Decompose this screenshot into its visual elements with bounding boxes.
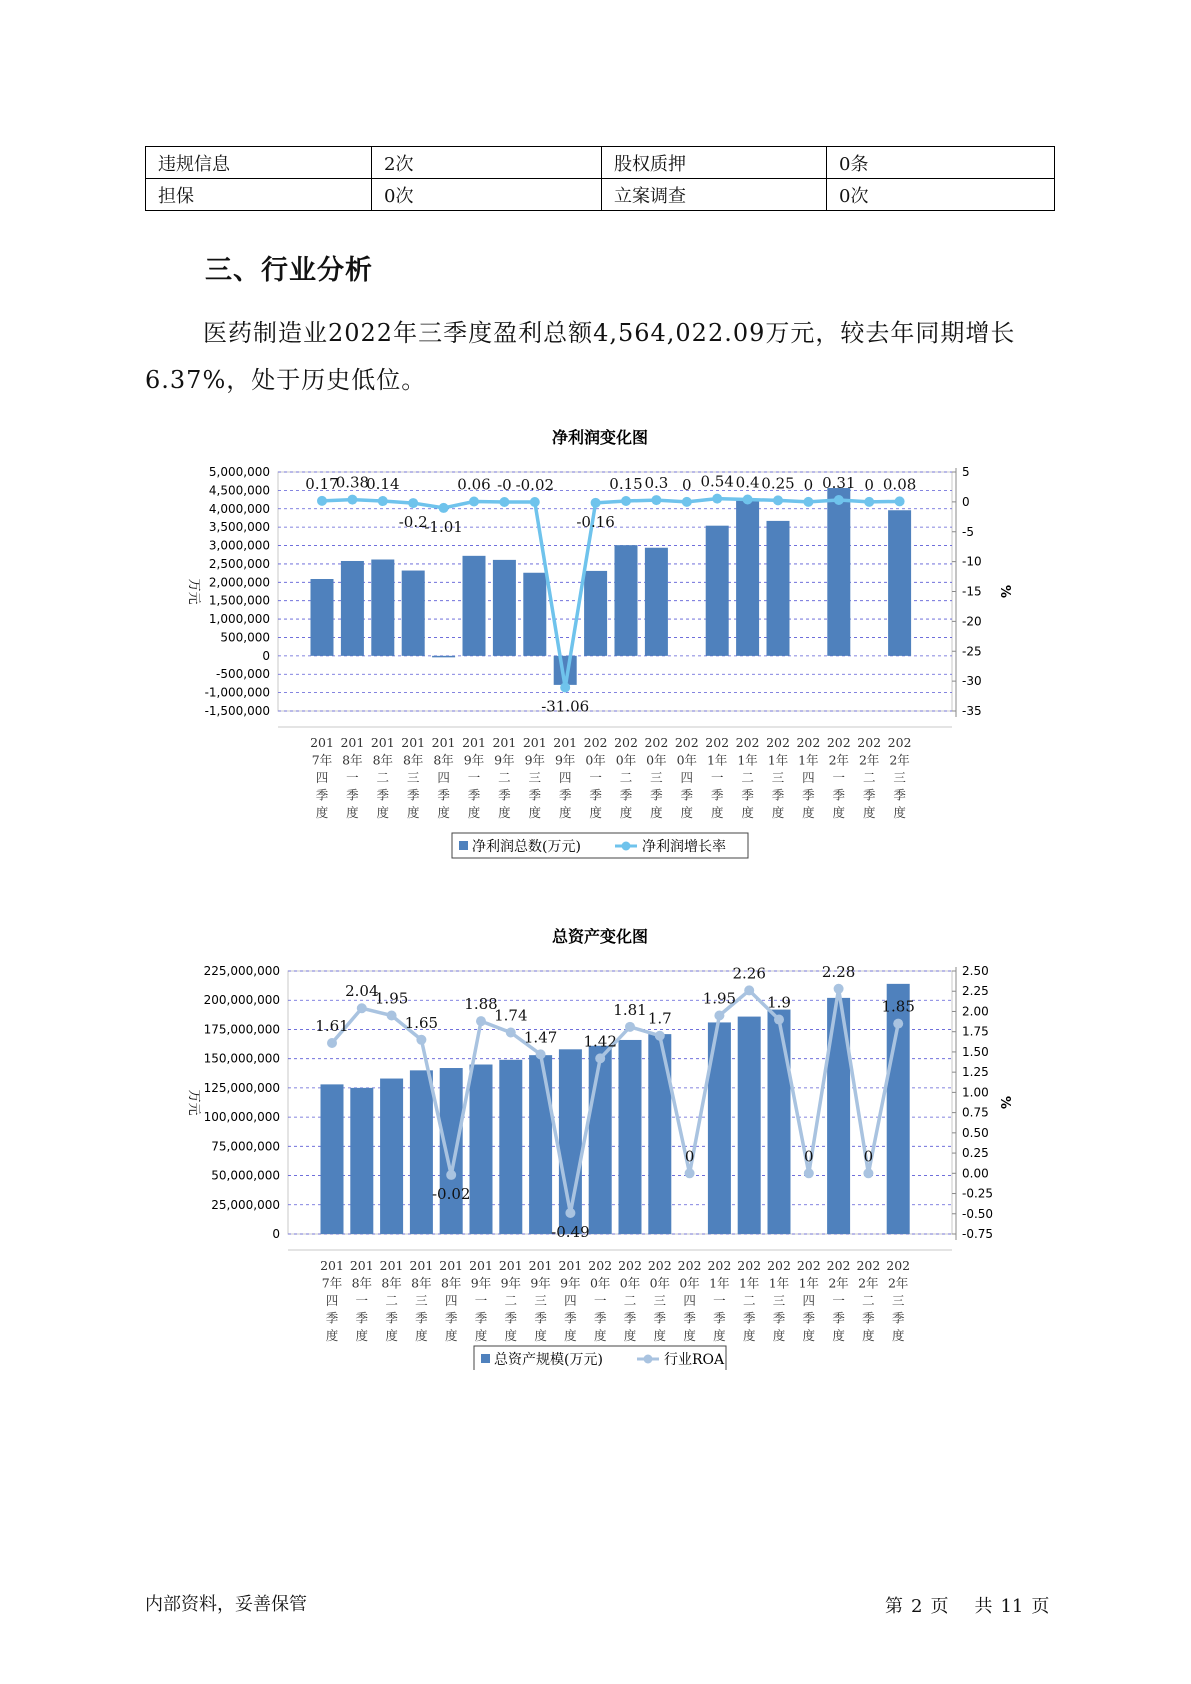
legend-item: 净利润增长率 [642, 839, 726, 855]
y-tick-label: 1,000,000 [208, 612, 270, 627]
footer-confidential: 内部资料，妥善保管 [145, 1594, 307, 1615]
line-point [682, 497, 692, 507]
y-tick-label: 150,000,000 [203, 1051, 280, 1066]
data-label: 0.4 [735, 473, 760, 492]
page-unit: 页 [930, 1596, 949, 1617]
data-label: 0.3 [644, 474, 669, 493]
data-label: 0 [803, 475, 814, 494]
line-point [317, 496, 327, 506]
net-profit-chart [0, 420, 1191, 870]
line-point [506, 1028, 516, 1038]
line-point [774, 1015, 784, 1025]
y-tick-label: 175,000,000 [203, 1022, 280, 1037]
table-cell: 担保 [146, 179, 372, 211]
bar [888, 510, 911, 656]
y-tick-label: 3,000,000 [208, 538, 270, 553]
x-tick-label: 202 0年三季度 [647, 1258, 672, 1343]
bar [350, 1088, 373, 1234]
line-point [565, 1208, 575, 1218]
y2-tick-label: 1.25 [962, 1065, 989, 1080]
table-cell: 0次 [372, 179, 602, 211]
line-point [595, 1053, 605, 1063]
x-tick-label: 202 0年一季度 [588, 1258, 613, 1343]
line-point [378, 496, 388, 506]
data-label: 0.06 [457, 475, 491, 494]
y-tick-label: -1,000,000 [204, 685, 270, 700]
table-cell: 0次 [827, 179, 1055, 211]
y-tick-label: 2,000,000 [208, 575, 270, 590]
bar [493, 560, 516, 656]
x-tick-label: 202 1年三季度 [766, 735, 790, 820]
y2-tick-label: 0.00 [962, 1166, 989, 1181]
data-label: 1.9 [767, 993, 791, 1012]
data-label: 0.17 [305, 474, 339, 493]
line-point [625, 1022, 635, 1032]
x-tick-label: 201 9年三季度 [522, 735, 547, 820]
y-tick-label: -1,500,000 [204, 704, 270, 718]
x-tick-label: 201 9年一季度 [462, 735, 486, 820]
chart-svg [0, 920, 1191, 1370]
line-point [327, 1038, 337, 1048]
x-tick-label: 201 8年四季度 [439, 1258, 464, 1343]
line-point [743, 494, 753, 504]
y-axis-label: 万元 [186, 578, 201, 605]
line-point [651, 495, 661, 505]
bar [371, 560, 394, 656]
bar [380, 1079, 403, 1234]
line-point [714, 1011, 724, 1021]
line-point [560, 682, 570, 692]
y-tick-label: -500,000 [216, 667, 270, 682]
x-tick-label: 202 1年二季度 [737, 1258, 762, 1343]
y-tick-label: 500,000 [220, 630, 270, 645]
line-point [655, 1031, 665, 1041]
y-tick-label: 25,000,000 [211, 1197, 280, 1212]
y-tick-label: 200,000,000 [203, 993, 280, 1008]
table-cell: 2次 [372, 147, 602, 179]
y2-tick-label: 0 [962, 494, 970, 509]
line-point [804, 1168, 814, 1178]
y2-tick-label: -25 [962, 644, 982, 659]
bar [321, 1084, 344, 1234]
line-point [621, 496, 631, 506]
total-assets-chart [0, 920, 1191, 1370]
bar [738, 1017, 761, 1234]
x-tick-label: 202 2年二季度 [856, 1258, 881, 1343]
section-title: 三、行业分析 [205, 255, 373, 286]
y-tick-label: 1,500,000 [208, 593, 270, 608]
x-tick-label: 201 9年三季度 [528, 1258, 553, 1343]
data-label: 1.95 [374, 989, 409, 1008]
x-tick-label: 202 1年四季度 [796, 1258, 821, 1343]
table-row [146, 179, 1055, 211]
line-point [416, 1035, 426, 1045]
x-tick-label: 202 0年二季度 [614, 735, 638, 820]
bar [645, 548, 668, 656]
x-tick-label: 202 0年四季度 [674, 735, 699, 820]
data-label: 1.95 [702, 989, 737, 1008]
chart-svg [0, 420, 1191, 870]
bar [529, 1055, 552, 1234]
data-label: 0.15 [609, 474, 643, 493]
x-tick-label: 202 1年一季度 [707, 1258, 732, 1343]
data-label: 1.88 [464, 995, 498, 1014]
x-tick-label: 201 8年四季度 [431, 735, 456, 820]
x-tick-label: 202 0年二季度 [618, 1258, 642, 1343]
y2-tick-label: 1.00 [962, 1085, 989, 1100]
line-point [387, 1011, 397, 1021]
x-tick-label: 202 2年二季度 [857, 735, 882, 820]
y-tick-label: 3,500,000 [208, 520, 270, 535]
bar [432, 656, 455, 658]
x-tick-label: 201 7年四季度 [310, 735, 334, 820]
y2-tick-label: -15 [962, 584, 982, 599]
bar [619, 1040, 642, 1234]
x-tick-label: 202 1年三季度 [767, 1258, 791, 1343]
y-tick-label: 2,500,000 [208, 556, 270, 571]
data-label: 2.26 [732, 964, 766, 983]
legend-item: 净利润总数(万元) [472, 839, 581, 855]
y-tick-label: 225,000,000 [203, 964, 280, 978]
x-tick-label: 201 8年二季度 [370, 735, 395, 820]
bar [499, 1060, 522, 1234]
y2-tick-label: -0.75 [962, 1227, 994, 1241]
bar [768, 1010, 791, 1234]
x-tick-label: 201 8年三季度 [409, 1258, 434, 1343]
line-point [834, 984, 844, 994]
info-table [145, 146, 1055, 211]
data-label: 1.47 [523, 1028, 558, 1047]
bar [410, 1070, 433, 1234]
y-tick-label: 4,500,000 [208, 483, 270, 498]
data-label: 0.31 [822, 474, 856, 493]
x-tick-label: 202 2年一季度 [826, 1258, 851, 1343]
y2-tick-label: -5 [962, 524, 974, 539]
x-tick-label: 201 8年二季度 [379, 1258, 404, 1343]
data-label: 1.42 [583, 1032, 617, 1051]
data-label: -0 [497, 475, 512, 494]
y2-tick-label: -0.50 [962, 1206, 994, 1221]
x-tick-label: 202 0年三季度 [644, 735, 669, 820]
page-label: 第 [885, 1596, 903, 1617]
bar [736, 501, 759, 656]
line-point [834, 495, 844, 505]
legend-bar-swatch [459, 841, 468, 850]
x-tick-label: 202 1年二季度 [735, 735, 760, 820]
bar [584, 571, 607, 656]
table-cell: 股权质押 [602, 147, 827, 179]
data-label: 1.81 [613, 1000, 647, 1019]
x-tick-label: 201 9年二季度 [492, 735, 517, 820]
x-tick-label: 201 8年一季度 [340, 735, 365, 820]
x-tick-label: 201 9年一季度 [469, 1258, 493, 1343]
data-label: 0 [864, 475, 874, 494]
data-label: 1.74 [494, 1006, 528, 1025]
y2-axis-label: % [997, 1095, 1012, 1110]
table-cell: 违规信息 [146, 147, 372, 179]
data-label: 0.14 [366, 475, 400, 494]
data-label: -31.06 [541, 697, 590, 716]
x-tick-label: 201 7年四季度 [320, 1258, 344, 1343]
line-point [591, 498, 601, 508]
data-label: 0 [682, 475, 692, 494]
x-tick-label: 202 2年一季度 [826, 735, 851, 820]
x-tick-label: 202 0年一季度 [583, 735, 608, 820]
table-cell: 0条 [827, 147, 1055, 179]
bar [648, 1034, 671, 1234]
y-tick-label: 0 [272, 1227, 280, 1241]
data-label: 2.04 [345, 982, 379, 1001]
y-tick-label: 0 [262, 648, 270, 663]
data-label: 1.61 [315, 1017, 349, 1036]
data-label: -0.49 [551, 1222, 590, 1241]
footer-page-number [885, 1592, 1057, 1618]
total-no: 11 [1000, 1596, 1024, 1617]
line-point [499, 497, 509, 507]
data-label: -0.02 [431, 1184, 471, 1203]
total-unit: 页 [1031, 1596, 1050, 1617]
y2-tick-label: -35 [962, 704, 982, 718]
bar [470, 1065, 493, 1234]
line-point [863, 1168, 873, 1178]
y-tick-label: 50,000,000 [211, 1168, 280, 1183]
y-tick-label: 125,000,000 [203, 1080, 280, 1095]
data-label: -0.2 [398, 513, 428, 532]
line-point [439, 503, 449, 513]
y-tick-label: 4,000,000 [208, 501, 270, 516]
line-point [446, 1170, 456, 1180]
y2-tick-label: 0.25 [962, 1146, 989, 1161]
line-point [476, 1016, 486, 1026]
table-cell: 立案调查 [602, 179, 827, 211]
y2-tick-label: 2.00 [962, 1004, 989, 1019]
y2-axis-label: % [997, 584, 1012, 599]
data-label: 0.08 [882, 475, 917, 494]
chart-title: 净利润变化图 [551, 428, 649, 447]
bar [706, 526, 729, 656]
bar [767, 521, 790, 656]
y2-tick-label: 0.50 [962, 1125, 989, 1140]
x-tick-label: 202 1年四季度 [796, 735, 821, 820]
data-label: -1.01 [424, 517, 463, 536]
data-label: 1.7 [647, 1009, 672, 1028]
bar [589, 1046, 612, 1234]
x-tick-label: 201 8年三季度 [401, 735, 426, 820]
x-tick-label: 202 2年三季度 [886, 1258, 911, 1343]
y2-tick-label: 0.75 [962, 1105, 989, 1120]
bar [615, 545, 638, 656]
y-tick-label: 100,000,000 [203, 1110, 280, 1125]
line-point [685, 1168, 695, 1178]
line-point [895, 496, 905, 506]
y2-tick-label: 2.50 [962, 964, 989, 978]
data-label: 1.85 [881, 997, 915, 1016]
line-point [744, 985, 754, 995]
bar [827, 488, 850, 656]
total-label: 共 [974, 1596, 993, 1617]
line-point [712, 494, 722, 504]
line-point [530, 497, 540, 507]
line-point [893, 1019, 903, 1029]
y-tick-label: 5,000,000 [208, 465, 270, 479]
x-tick-label: 202 0年四季度 [677, 1258, 702, 1343]
line-point [347, 495, 357, 505]
bar [463, 556, 486, 656]
data-label: 0 [804, 1147, 814, 1166]
data-label: 1.65 [404, 1013, 439, 1032]
data-label: 0 [863, 1147, 874, 1166]
line-point [864, 497, 874, 507]
y-tick-label: 75,000,000 [211, 1139, 280, 1154]
y2-tick-label: 1.50 [962, 1044, 989, 1059]
y-axis-label: 万元 [186, 1089, 201, 1116]
line-point [408, 498, 418, 508]
page-no: 2 [911, 1596, 923, 1617]
data-label: 0.54 [700, 472, 734, 491]
legend-line-marker [622, 842, 631, 851]
line-point [803, 497, 813, 507]
x-tick-label: 202 2年三季度 [887, 735, 912, 820]
bar [341, 561, 364, 656]
line-point [357, 1003, 367, 1013]
bar [440, 1068, 463, 1234]
legend-item: 行业ROA [664, 1352, 725, 1368]
x-tick-label: 202 1年一季度 [705, 735, 730, 820]
legend-item: 总资产规模(万元) [494, 1352, 603, 1368]
y2-tick-label: 1.75 [962, 1024, 989, 1039]
y2-tick-label: 2.25 [962, 984, 989, 999]
x-tick-label: 201 9年二季度 [498, 1258, 523, 1343]
y2-tick-label: -0.25 [962, 1186, 994, 1201]
y2-tick-label: -20 [962, 614, 982, 629]
legend-bar-swatch [481, 1354, 490, 1363]
data-label: -0.16 [576, 512, 615, 531]
data-label: 0.25 [761, 474, 795, 493]
y2-tick-label: 5 [962, 465, 970, 479]
legend-line-marker [644, 1355, 653, 1364]
x-tick-label: 201 9年四季度 [558, 1258, 583, 1343]
x-tick-label: 201 9年四季度 [553, 735, 578, 820]
table-row [146, 147, 1055, 179]
y2-tick-label: -30 [962, 674, 982, 689]
chart-title: 总资产变化图 [551, 927, 649, 946]
data-label: 0.38 [335, 473, 370, 492]
bar [311, 579, 334, 656]
line-point [469, 497, 479, 507]
line-point [536, 1049, 546, 1059]
bar [402, 571, 425, 656]
data-label: 0 [684, 1147, 695, 1166]
data-label: 2.28 [821, 962, 856, 981]
body-paragraph: 医药制造业2022年三季度盈利总额4,564,022.09万元，较去年同期增长6.37%，处于历史低位。 [145, 319, 1016, 394]
y2-tick-label: -10 [962, 554, 982, 569]
bar [523, 573, 546, 656]
data-label: -0.02 [515, 475, 555, 494]
x-tick-label: 201 8年一季度 [349, 1258, 374, 1343]
line-point [773, 495, 783, 505]
